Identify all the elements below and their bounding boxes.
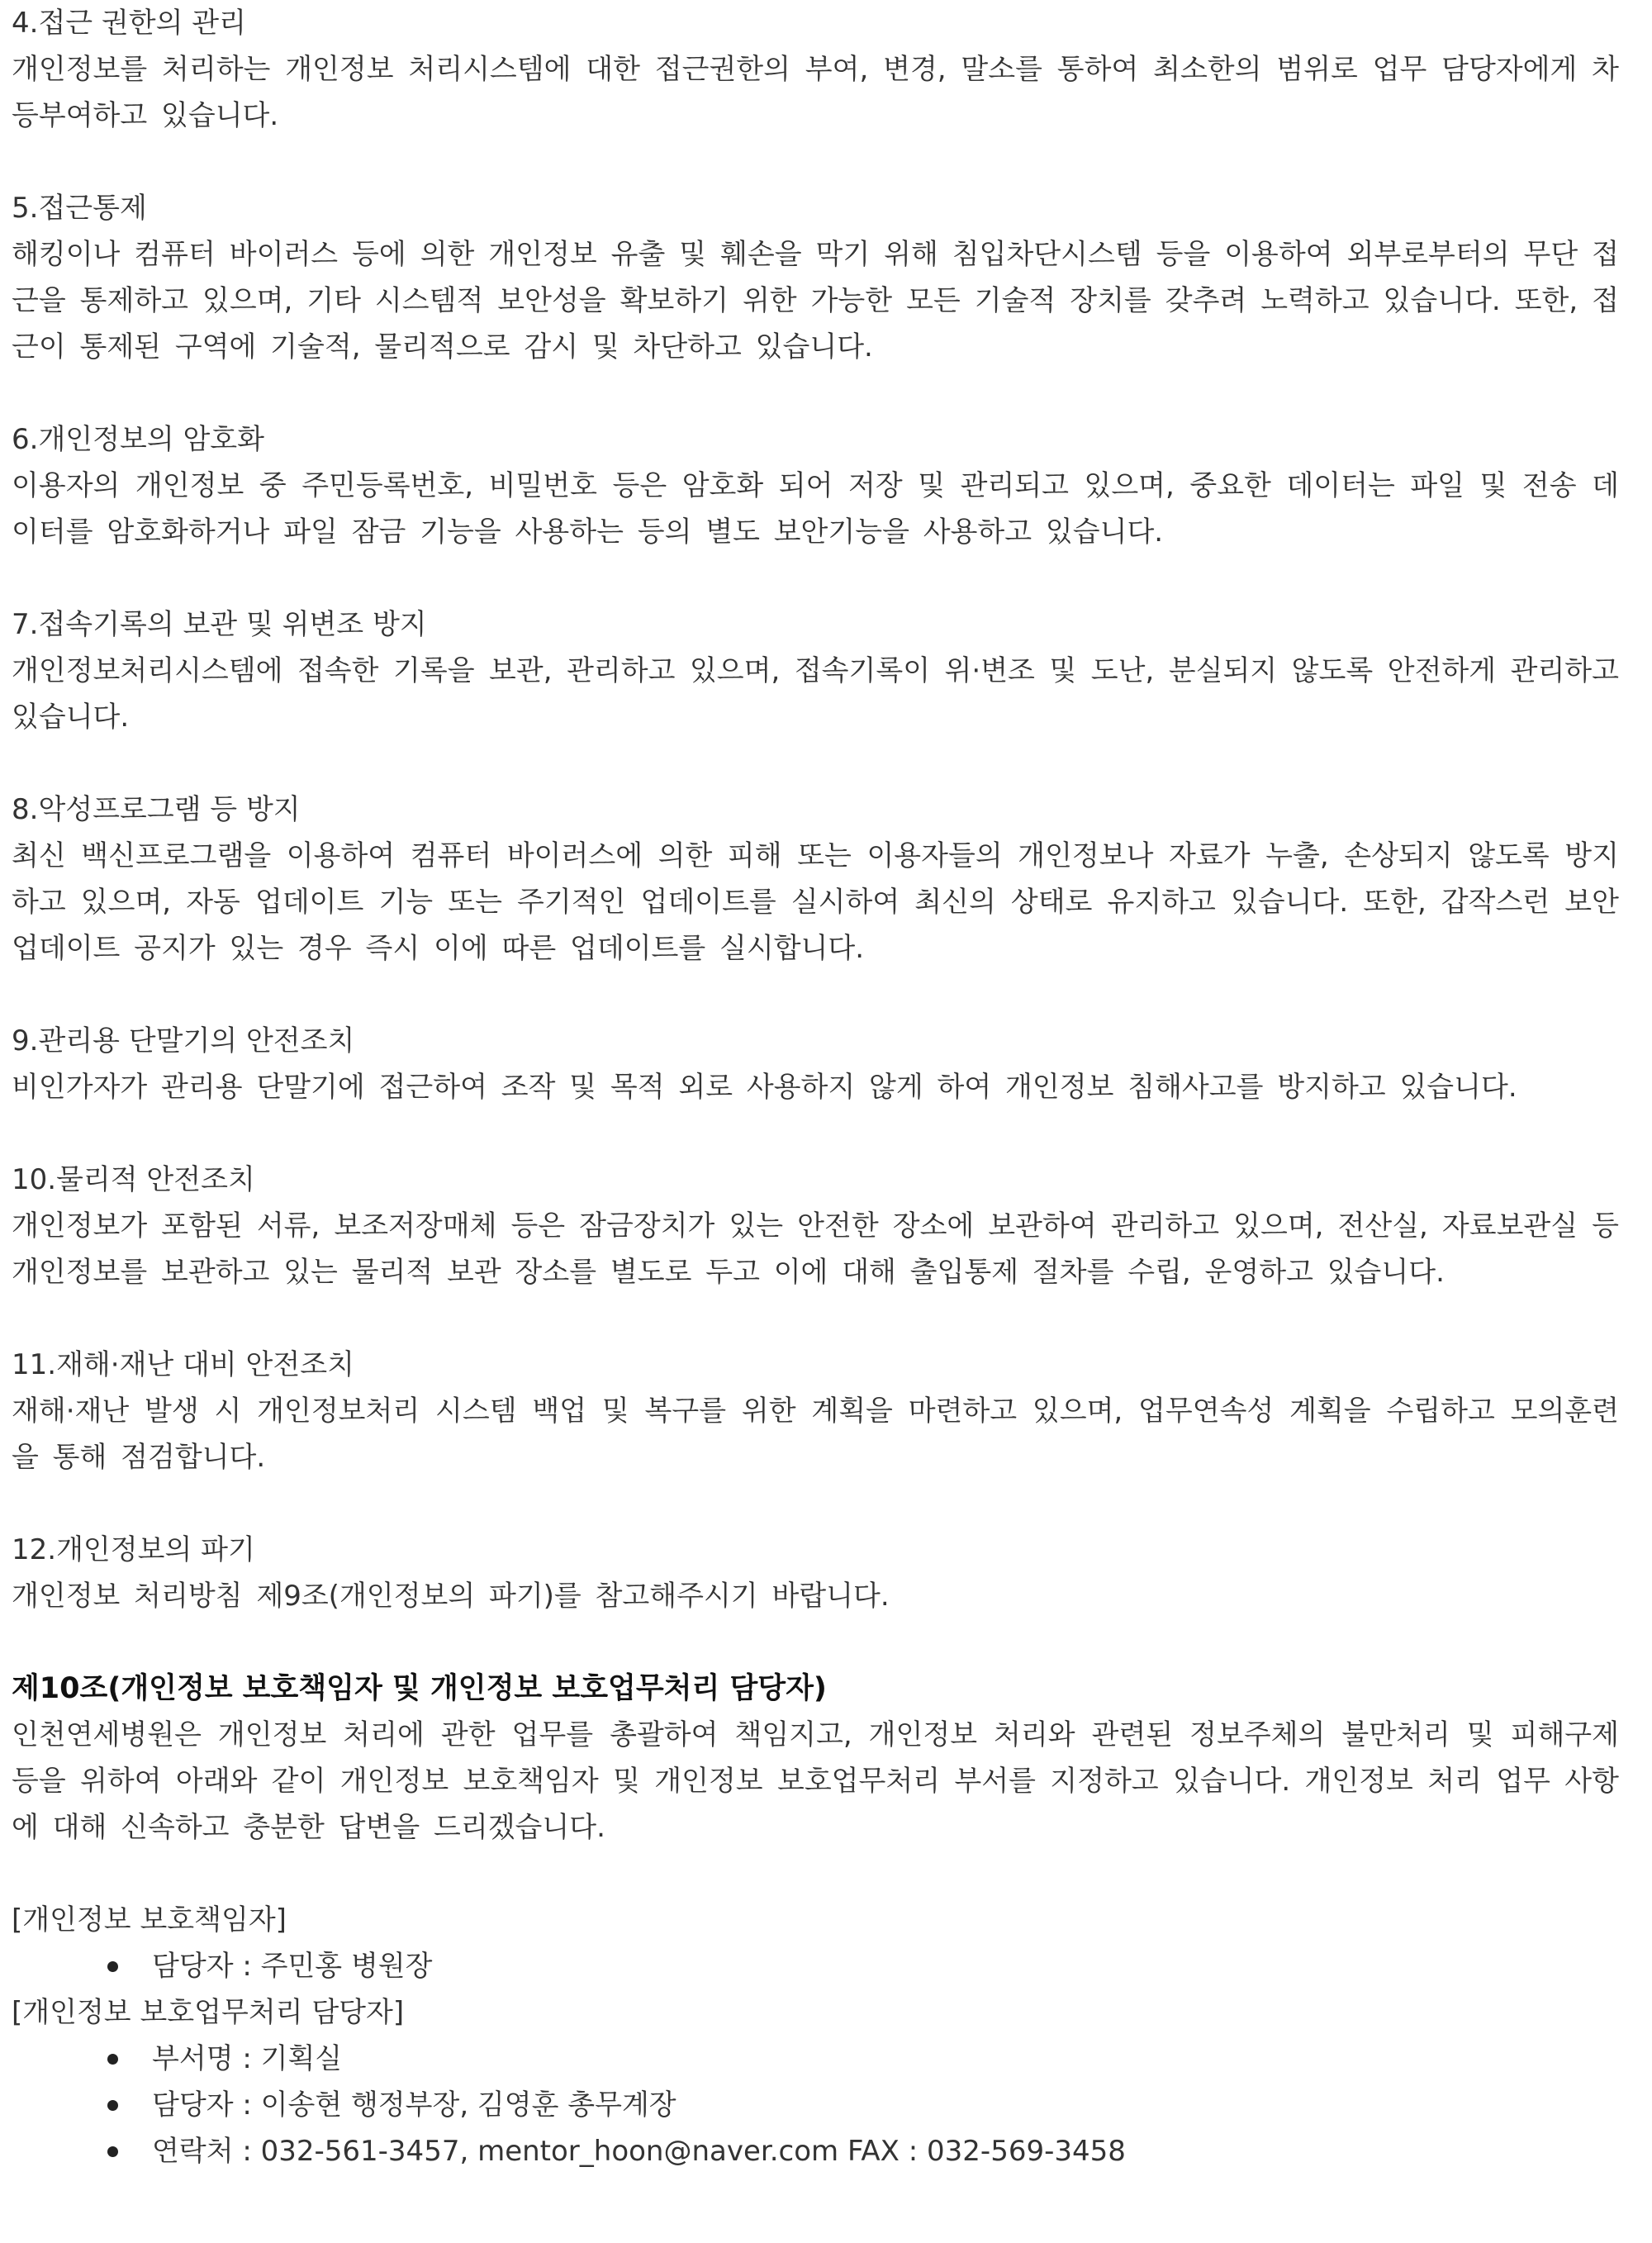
section-body: 비인가자가 관리용 단말기에 접근하여 조작 및 목적 외로 사용하지 않게 하여 개인정보 침해사고를 방지하고 있습니다. (12, 1071, 1517, 1104)
section-body: 개인정보가 포함된 서류, 보조저장매체 등은 잠금장치가 있는 안전한 장소에 보관하여 관리하고 있으며, 전산실, 자료보관실 등 개인정보를 보관하고 있는 물리적 보관 장소를 별도로 두고 이에 대해 출입통제 절차를 수립, 운영하고 있습니다. (12, 1209, 1619, 1289)
contact-info (12, 1897, 1619, 2174)
section-title: 11.재해·재난 대비 안전조치 (12, 1348, 354, 1381)
article-10 (12, 1666, 1619, 1851)
section-access-control (12, 185, 1619, 370)
bullet-icon (107, 1961, 118, 1972)
bullet-icon (107, 2146, 118, 2157)
section-title: 12.개인정보의 파기 (12, 1533, 255, 1566)
section-title: 10.물리적 안전조치 (12, 1163, 255, 1196)
section-malware-prevention (12, 786, 1619, 972)
list-item-text: 담당자 : 이송현 행정부장, 김영훈 총무계장 (152, 2089, 676, 2122)
section-body: 개인정보처리시스템에 접속한 기록을 보관, 관리하고 있으며, 접속기록이 위·변조 및 도난, 분실되지 않도록 안전하게 관리하고 있습니다. (12, 654, 1619, 734)
article-title: 제10조(개인정보 보호책임자 및 개인정보 보호업무처리 담당자) (12, 1672, 827, 1705)
section-encryption (12, 416, 1619, 555)
section-body: 최신 백신프로그램을 이용하여 컴퓨터 바이러스에 의한 피해 또는 이용자들의 개인정보나 자료가 누출, 손상되지 않도록 방지하고 있으며, 자동 업데이트 기능 또는 주기적인 업데이트를 실시하여 최신의 상태로 유지하고 있습니다. 또한, 갑작스런 보안 업데이트 공지가 있는 경우 즉시 이에 따른 업데이트를 실시합니다. (12, 839, 1619, 965)
list-item (102, 2036, 1619, 2082)
section-body: 이용자의 개인정보 중 주민등록번호, 비밀번호 등은 암호화 되어 저장 및 관리되고 있으며, 중요한 데이터는 파일 및 전송 데이터를 암호화하거나 파일 잠금 기능을 사용하는 등의 별도 보안기능을 사용하고 있습니다. (12, 469, 1619, 549)
list-item-text: 부서명 : 기획실 (152, 2042, 343, 2075)
section-title: 5.접근통제 (12, 192, 147, 225)
policy-document (12, 0, 1619, 2174)
list-item (102, 2082, 1619, 2128)
section-title: 9.관리용 단말기의 안전조치 (12, 1024, 355, 1057)
list-item-text: 연락처 : 032-561-3457, mentor_hoon@naver.com FAX : 032-569-3458 (152, 2135, 1126, 2168)
staff-heading: [개인정보 보호업무처리 담당자] (12, 1996, 405, 2029)
section-title: 8.악성프로그램 등 방지 (12, 793, 301, 826)
section-physical-safety (12, 1157, 1619, 1295)
section-body: 해킹이나 컴퓨터 바이러스 등에 의한 개인정보 유출 및 훼손을 막기 위해 침입차단시스템 등을 이용하여 외부로부터의 무단 접근을 통제하고 있으며, 기타 시스템적 보안성을 확보하기 위한 가능한 모든 기술적 장치를 갖추려 노력하고 있습니다. 또한, 접근이 통제된 구역에 기술적, 물리적으로 감시 및 차단하고 있습니다. (12, 238, 1619, 364)
section-title: 7.접속기록의 보관 및 위변조 방지 (12, 608, 427, 641)
section-body: 개인정보 처리방침 제9조(개인정보의 파기)를 참고해주시기 바랍니다. (12, 1580, 890, 1613)
officer-heading: [개인정보 보호책임자] (12, 1903, 287, 1936)
section-title: 4.접근 권한의 관리 (12, 7, 246, 40)
section-title: 6.개인정보의 암호화 (12, 423, 264, 456)
section-disaster-safety (12, 1342, 1619, 1480)
section-access-logs (12, 601, 1619, 740)
staff-list (12, 2036, 1619, 2174)
section-destruction (12, 1527, 1619, 1619)
bullet-icon (107, 2054, 118, 2065)
section-access-rights (12, 0, 1619, 139)
section-body: 재해·재난 발생 시 개인정보처리 시스템 백업 및 복구를 위한 계획을 마련하고 있으며, 업무연속성 계획을 수립하고 모의훈련을 통해 점검합니다. (12, 1395, 1619, 1474)
section-admin-terminal (12, 1018, 1619, 1110)
list-item-text: 담당자 : 주민홍 병원장 (152, 1950, 433, 1983)
officer-list (12, 1943, 1619, 1989)
bullet-icon (107, 2100, 118, 2111)
article-body: 인천연세병원은 개인정보 처리에 관한 업무를 총괄하여 책임지고, 개인정보 처리와 관련된 정보주체의 불만처리 및 피해구제 등을 위하여 아래와 같이 개인정보 보호책임자 및 개인정보 보호업무처리 부서를 지정하고 있습니다. 개인정보 처리 업무 사항에 대해 신속하고 충분한 답변을 드리겠습니다. (12, 1718, 1619, 1844)
list-item (102, 1943, 1619, 1989)
list-item (102, 2128, 1619, 2174)
section-body: 개인정보를 처리하는 개인정보 처리시스템에 대한 접근권한의 부여, 변경, 말소를 통하여 최소한의 범위로 업무 담당자에게 차등부여하고 있습니다. (12, 53, 1619, 132)
